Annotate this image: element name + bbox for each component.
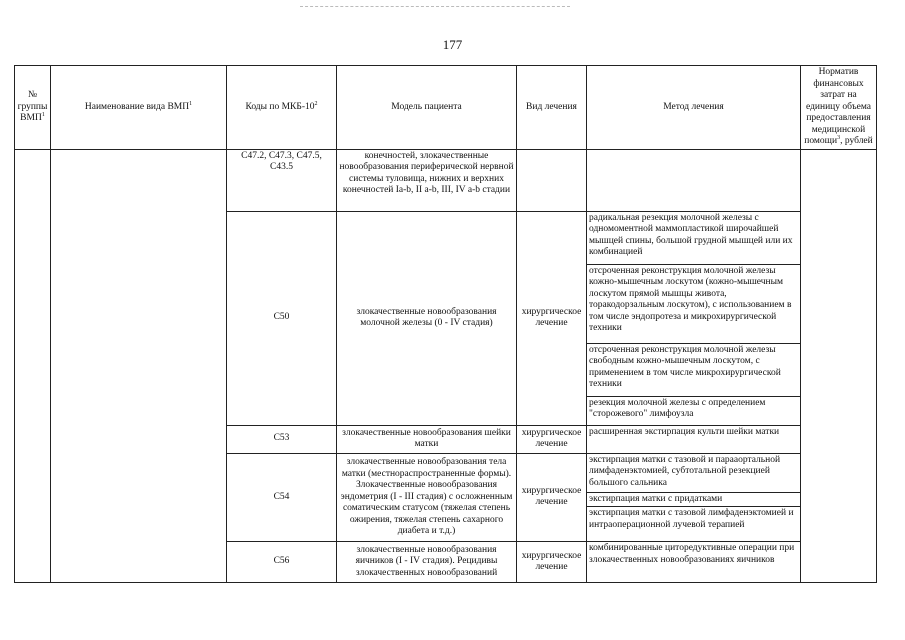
model-cell: конечностей, злокачественные новообразования периферической нервной системы туловища, нижних и верхних конечностей Ia-b, II a-b, III, IV a-b стадии [337,149,517,211]
method-item: отсроченная реконструкция молочной железы свободным кожно-мышечным лоскутом, с применением в том числе микрохирургической техники [587,344,800,397]
method-cell [587,149,801,211]
method-item: резекция молочной железы с определением "сторожевого" лимфоузла [589,397,766,419]
method-cell [587,453,801,542]
codes-cell: C53 [227,425,337,453]
name-cell [51,149,227,583]
method-item: отсроченная реконструкция молочной железы кожно-мышечным лоскутом (кожно-мышечным лоскутом прямой мышцы живота, торакодорзальным лоскутом), с использованием в том числе эндопротеза и микрохирургической техники [587,265,800,344]
header-group: № группы ВМП$^1$ [15,66,51,150]
treatment-cell: хирургическое лечение [517,211,587,425]
header-name: Наименование вида ВМП$^1$ [51,66,227,150]
method-item: радикальная резекция молочной железы с одномоментной маммопластикой широчайшей мышцей спины, большой грудной мышцей или их комбинацией [587,212,800,265]
codes-cell: C56 [227,542,337,583]
method-cell [587,425,801,453]
norm-cell [801,149,877,583]
method-item: комбинированные циторедуктивные операции при злокачественных новообразованиях яичников [589,543,795,565]
model-cell: злокачественные новообразования тела матки (местнораспространенные формы). Злокачественные новообразования эндометрия (I - III стадия) с осложненным соматическим статусом (тяжелая степень ожирения, тяжелая степень сахарного диабета и т.д.) [337,453,517,542]
header-codes: Коды по МКБ-$10^2$ [227,66,337,150]
treatment-cell: хирургическое лечение [517,425,587,453]
header-norm: Норматив финансовых затрат на единицу объема предоставления медицинской помощи$^3$, рублей [801,66,877,150]
codes-cell: C54 [227,453,337,542]
method-item: экстирпация матки с придатками [587,493,800,508]
model-cell: злокачественные новообразования молочной железы (0 - IV стадия) [337,211,517,425]
treatment-cell: хирургическое лечение [517,542,587,583]
method-cell [587,542,801,583]
header-treatment: Вид лечения [517,66,587,150]
treatment-cell: хирургическое лечение [517,453,587,542]
group-cell [15,149,51,583]
method-cell [587,211,801,425]
header-method: Метод лечения [587,66,801,150]
top-rule [300,6,570,7]
header-model: Модель пациента [337,66,517,150]
header-row [15,66,877,150]
codes-cell: C47.2, C47.3, C47.5, C43.5 [227,149,337,211]
vmp-table [14,65,877,583]
method-item: расширенная экстирпация культи шейки матки [589,426,780,437]
method-item: экстирпация матки с тазовой и парааортальной лимфаденэктомией, субтотальной резекцией большого сальника [587,454,800,493]
table-body [15,149,877,583]
model-cell: злокачественные новообразования яичников (I - IV стадия). Рецидивы злокачественных новообразований [337,542,517,583]
model-cell: злокачественные новообразования шейки матки [337,425,517,453]
codes-cell: C50 [227,211,337,425]
method-item: экстирпация матки с тазовой лимфаденэктомией и интраоперационной лучевой терапией [589,508,794,530]
table-row [15,149,877,211]
treatment-cell [517,149,587,211]
page-number: 177 [442,37,463,52]
